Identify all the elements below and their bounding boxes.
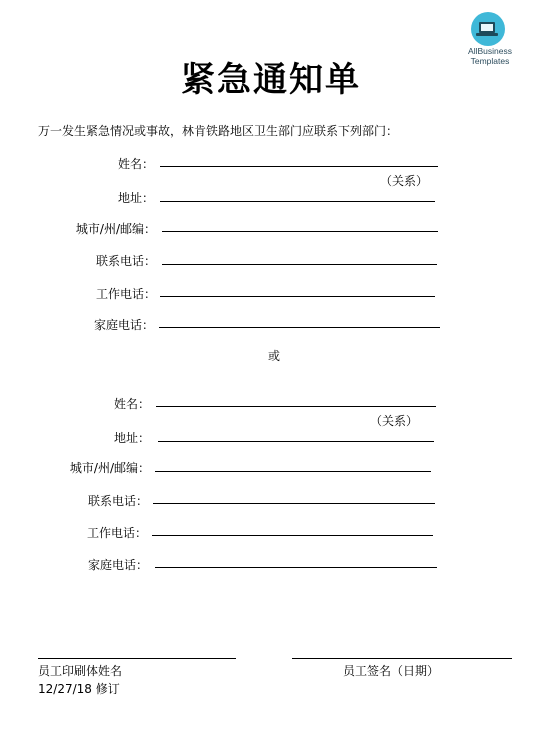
contact1-address-field[interactable]	[160, 201, 435, 202]
revision-date: 12/27/18 修订	[38, 682, 120, 696]
or-separator: 或	[268, 349, 281, 363]
logo-line1: AllBusiness	[468, 46, 512, 56]
contact2-relationship: （关系）	[370, 414, 419, 428]
employee-signature-label: 员工签名（日期）	[343, 664, 440, 678]
contact1-home-phone-label: 家庭电话：	[93, 318, 154, 332]
page-title: 紧急通知单	[181, 60, 361, 100]
laptop-base-icon	[476, 33, 498, 36]
contact2-work-phone-field[interactable]	[152, 535, 433, 536]
contact2-city-field[interactable]	[155, 471, 431, 472]
contact2-home-phone-label: 家庭电话：	[87, 558, 148, 572]
contact2-phone-label: 联系电话：	[87, 494, 148, 508]
contact1-work-phone-field[interactable]	[160, 296, 435, 297]
contact1-name-label: 姓名：	[117, 157, 154, 171]
contact2-work-phone-label: 工作电话：	[86, 526, 147, 540]
contact1-phone-field[interactable]	[162, 264, 437, 265]
contact1-name-field[interactable]	[160, 166, 438, 167]
laptop-icon	[479, 22, 495, 33]
contact2-city-label: 城市/州/邮编：	[69, 461, 150, 475]
contact2-phone-field[interactable]	[153, 503, 435, 504]
contact2-address-field[interactable]	[158, 441, 434, 442]
contact1-address-label: 地址：	[117, 191, 154, 205]
contact2-name-label: 姓名：	[113, 397, 150, 411]
intro-text: 万一发生紧急情况或事故，林肯铁路地区卫生部门应联系下列部门：	[38, 124, 399, 138]
contact1-city-field[interactable]	[162, 231, 438, 232]
logo-line2: Templates	[470, 55, 510, 66]
employee-signature-line[interactable]	[292, 658, 512, 659]
contact2-name-field[interactable]	[156, 406, 436, 407]
contact1-home-phone-field[interactable]	[159, 327, 440, 328]
contact2-address-label: 地址：	[113, 431, 150, 445]
contact1-work-phone-label: 工作电话：	[95, 287, 156, 301]
contact1-phone-label: 联系电话：	[95, 254, 156, 268]
employee-print-name-label: 员工印刷体姓名	[38, 664, 123, 678]
contact1-relationship: （关系）	[380, 174, 429, 188]
contact1-city-label: 城市/州/邮编：	[75, 222, 156, 236]
employee-print-name-line[interactable]	[38, 658, 236, 659]
contact2-home-phone-field[interactable]	[155, 567, 437, 568]
